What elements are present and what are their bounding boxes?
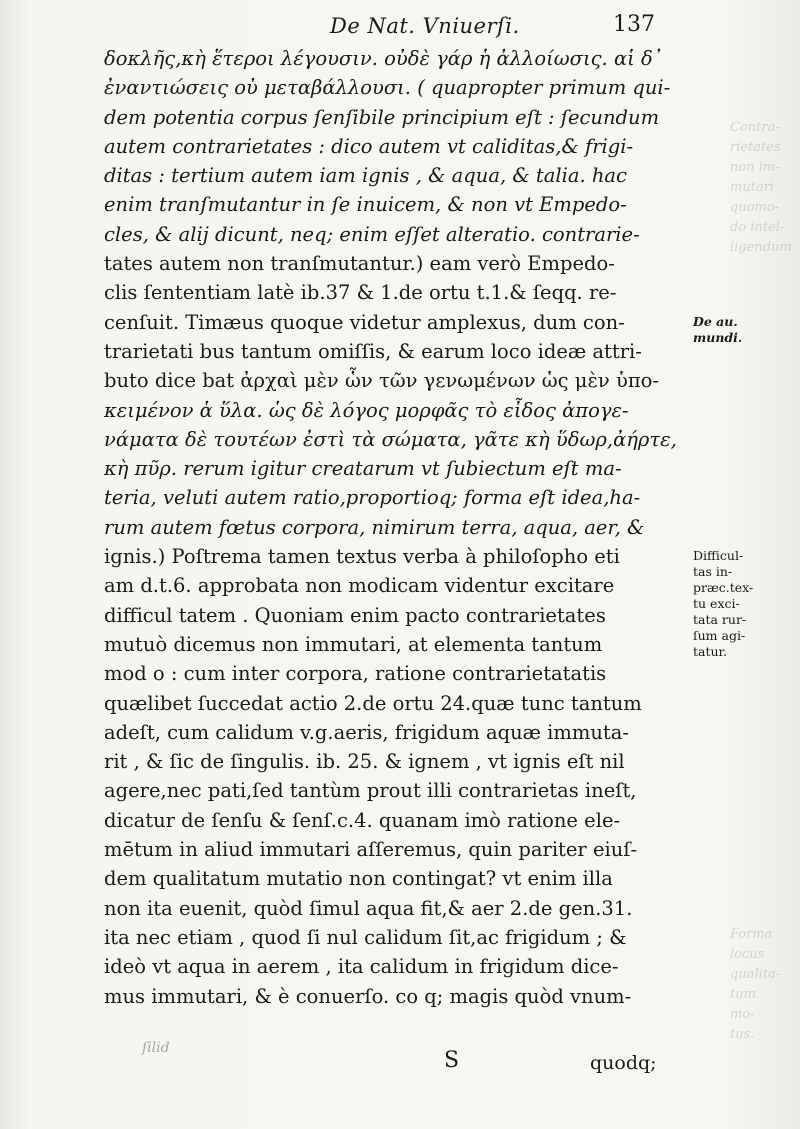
text-line: difficul tatem . Quoniam enim pacto contrarietates	[104, 603, 606, 627]
text-line: dem qualitatum mutatio non contingat? vt enim illa	[104, 867, 613, 891]
text-line: dicatur de ſenſu & ſenſ.c.4. quanam imò ratione ele-	[104, 808, 621, 832]
margin-note-difficultas	[693, 548, 753, 660]
signature-mark: S	[444, 1048, 460, 1073]
text-line: δοκλῆς,κὴ ἕτεροι λέγουσιν. οὐδὲ γάρ ἡ ἀλλοίωσις. αἱ δ᾽	[104, 47, 663, 70]
text-line: clis ſententiam latè ib.37 & 1.de ortu t.1.& ſeqq. re-	[104, 281, 617, 305]
text-line: rit , & ſic de ſingulis. ib. 25. & ignem , vt ignis eſt nil	[104, 750, 625, 774]
margin-note-de-anima-mundi	[693, 314, 742, 346]
text-line: ditas : tertium autem iam ignis , & aqua, & talia. hac	[104, 164, 627, 188]
text-line: enim tranſmutantur in ſe inuicem, & non vt Empedo-	[104, 193, 627, 217]
margin-note-line: ſum agi-	[693, 628, 746, 643]
bleed-through-bottom: Forma locus qualita- tum mo- tus.	[730, 927, 781, 1042]
text-line: ita nec etiam , quod ſi nul calidum ſit,ac frigidum ; &	[104, 925, 627, 949]
margin-note-line: tatur.	[693, 644, 728, 659]
text-line: teria, veluti autem ratio,proportioq; forma eſt idea,ha-	[104, 486, 641, 510]
text-line: cles, & alij dicunt, neq; enim eſſet alteratio. contrarie-	[104, 222, 640, 246]
margin-note-line: mundi.	[693, 330, 743, 345]
bleed-through-smudge: ſilid	[142, 1040, 170, 1056]
text-line: ἐναντιώσεις οὐ μεταβάλλουσι. ( quapropter primum qui-	[104, 76, 671, 100]
margin-note-line: præc.tex-	[693, 580, 754, 595]
text-line: mētum in aliud immutari aſſeremus, quin pariter eiuſ-	[104, 838, 638, 862]
text-line: am d.t.6. approbata non modicam videntur excitare	[104, 574, 615, 598]
text-line: κὴ πῦρ. rerum igitur creatarum vt ſubiectum eſt ma-	[104, 457, 622, 481]
catchword: quodq;	[590, 1052, 657, 1074]
text-line: quælibet ſuccedat actio 2.de ortu 24.quæ tunc tantum	[104, 691, 642, 715]
margin-note-line: Difficul-	[693, 548, 744, 563]
text-line: ignis.) Poſtrema tamen textus verba à philoſopho eti	[104, 545, 620, 569]
text-line: autem contrarietates : dico autem vt caliditas,& frigi-	[104, 134, 634, 158]
text-line: νάματα δὲ τουτέων ἐστὶ τὰ σώματα, γᾶτε κὴ ὕδωρ,ἀήρτε,	[104, 427, 677, 451]
text-line: ideò vt aqua in aerem , ita calidum in frigidum dice-	[104, 955, 619, 979]
margin-note-line: tu exci-	[693, 596, 740, 611]
text-line: agere,nec pati,ſed tantùm prout illi contrarietas ineſt,	[104, 779, 637, 803]
text-line: buto dice bat ἀρχαὶ μὲν ὧν τῶν γενωμένων ὡς μὲν ὑπο-	[104, 369, 659, 393]
text-line: adeſt, cum calidum v.g.aeris, frigidum aquæ immuta-	[104, 720, 629, 744]
text-line: cenſuit. Timæus quoque videtur amplexus, dum con-	[104, 310, 625, 334]
text-line: mus immutari, & è conuerſo. co q; magis quòd vnum-	[104, 984, 632, 1008]
margin-note-line: tata rur-	[693, 612, 747, 627]
text-line: non ita euenit, quòd ſimul aqua fit,& aer 2.de gen.31.	[104, 896, 633, 920]
main-text-block	[104, 44, 684, 1011]
text-line: κειμένον ἁ ὕλα. ὡς δὲ λόγος μορφᾶς τὸ εἶδος ἀπογε-	[104, 398, 629, 422]
page-number: 137	[613, 12, 655, 37]
text-line: mutuò dicemus non immutari, at elementa tantum	[104, 632, 603, 656]
text-line: mod o : cum inter corpora, ratione contrarietatatis	[104, 662, 607, 686]
margin-note-line: tas in-	[693, 564, 733, 579]
running-title: De Nat. Vniuerſi.	[330, 14, 520, 38]
text-line: tates autem non tranſmutantur.) eam verò Empedo-	[104, 252, 615, 276]
bleed-through-top: Contra- rietates non im- mutari quomo- do intel- ligendum	[730, 120, 792, 255]
text-line: trarietati bus tantum omiſſis, & earum loco ideæ attri-	[104, 339, 642, 363]
margin-note-line: De au.	[693, 314, 738, 329]
text-line: dem potentia corpus ſenſibile principium eſt : ſecundum	[104, 105, 660, 129]
text-line: rum autem fœtus corpora, nimirum terra, aqua, aer, &	[104, 515, 645, 539]
